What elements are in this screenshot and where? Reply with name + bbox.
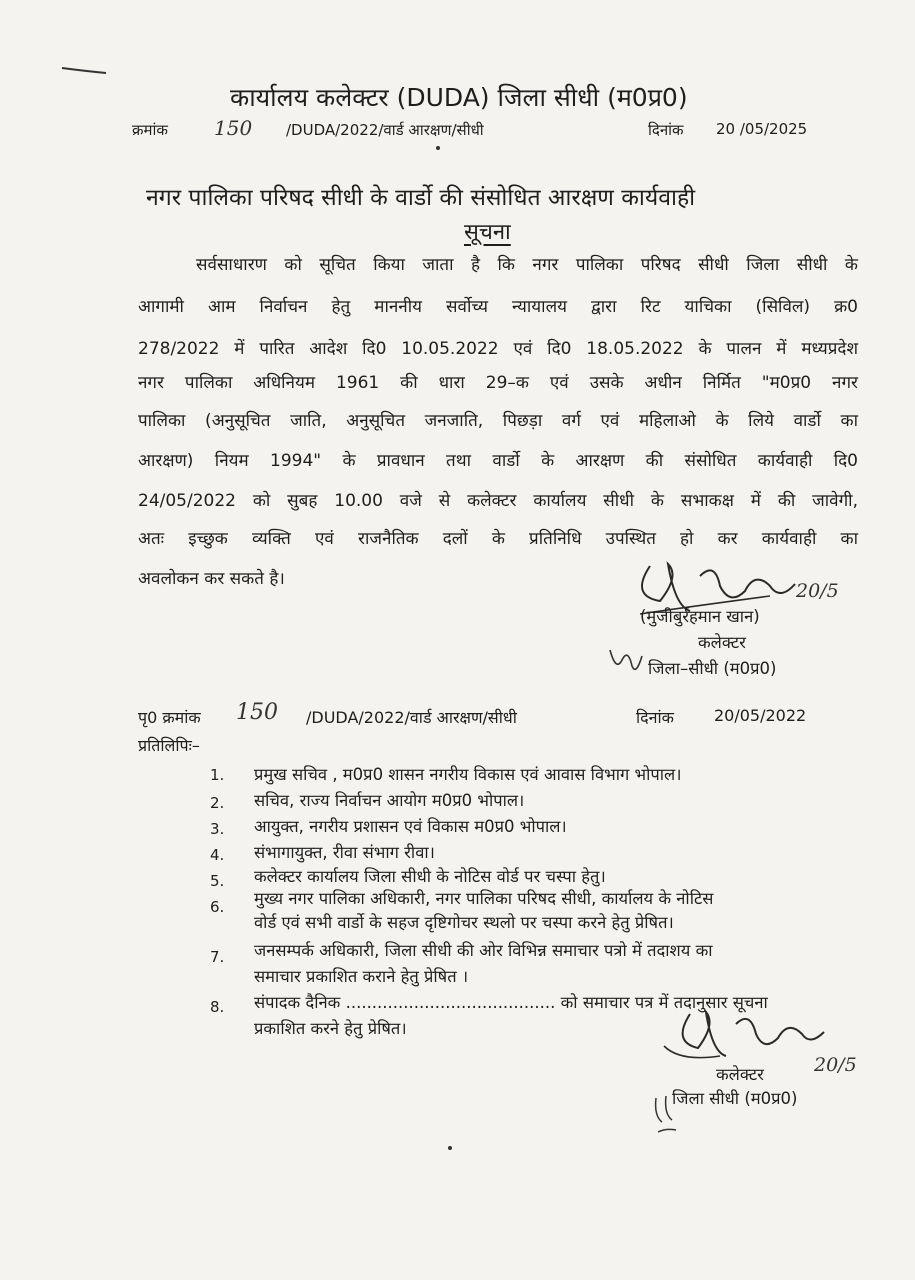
- body-line: पालिका (अनुसूचित जाति, अनुसूचित जनजाति, पिछड़ा वर्ग एवं महिलाओ के लिये वार्डो का: [138, 411, 858, 431]
- copy-date-label: दिनांक: [636, 708, 674, 727]
- list-item-number: 3.: [210, 820, 225, 838]
- signatory-designation: कलेक्टर: [716, 1065, 764, 1084]
- body-line: नगर पालिका अधिनियम 1961 की धारा 29–क एवं उसके अधीन निर्मित "म0प्र0 नगर: [138, 373, 858, 393]
- list-item: आयुक्त, नगरीय प्रशासन एवं विकास म0प्र0 भोपाल।: [254, 817, 567, 836]
- list-item-number: 4.: [210, 846, 225, 864]
- list-item: सचिव, राज्य निर्वाचन आयोग म0प्र0 भोपाल।: [254, 791, 525, 810]
- copy-date-value: 20/05/2022: [714, 706, 807, 725]
- copy-ref-handwritten-number: 150: [236, 700, 278, 725]
- list-item-number: 6.: [210, 898, 225, 916]
- signatory-district: जिला–सीधी (म0प्र0): [648, 659, 777, 678]
- notice-subheading: सूचना: [464, 220, 511, 245]
- list-item: प्रमुख सचिव , म0प्र0 शासन नगरीय विकास एवं आवास विभाग भोपाल।: [254, 765, 682, 784]
- ref-label: क्रमांक: [132, 121, 168, 139]
- body-line: अतः इच्छुक व्यक्ति एवं राजनैतिक दलों के प्रतिनिधि उपस्थित हो कर कार्यवाही का: [138, 529, 858, 549]
- list-item: जनसम्पर्क अधिकारी, जिला सीधी की ओर विभिन्न समाचार पत्रो में तदाशय का: [254, 941, 713, 960]
- list-item: समाचार प्रकाशित कराने हेतु प्रेषित ।: [254, 967, 469, 986]
- list-item: कलेक्टर कार्यालय जिला सीधी के नोटिस वोर्ड पर चस्पा हेतु।: [254, 867, 606, 886]
- ref-handwritten-number: 150: [214, 116, 253, 140]
- signature-scribble: [660, 1006, 830, 1070]
- body-line: 24/05/2022 को सुबह 10.00 वजे से कलेक्टर कार्यालय सीधी के सभाकक्ष में की जावेगी,: [138, 491, 858, 511]
- body-line: अवलोकन कर सकते है।: [138, 569, 285, 589]
- list-item-number: 2.: [210, 794, 225, 812]
- list-item-number: 7.: [210, 948, 225, 966]
- copy-ref-label: पृ0 क्रमांक: [138, 708, 201, 727]
- list-item-number: 1.: [210, 766, 225, 784]
- signature-handwritten-date: 20/5: [814, 1054, 857, 1076]
- ink-dot: [448, 1146, 452, 1150]
- list-item: वोर्ड एवं सभी वार्डो के सहज दृष्टिगोचर स्थलो पर चस्पा करने हेतु प्रेषित।: [254, 913, 674, 932]
- list-item: मुख्य नगर पालिका अधिकारी, नगर पालिका परिषद सीधी, कार्यालय के नोटिस: [254, 889, 714, 908]
- copy-ref-path: /DUDA/2022/वार्ड आरक्षण/सीधी: [306, 708, 517, 727]
- list-item-number: 5.: [210, 872, 225, 890]
- signatory-name: (मुजीबुर्रहमान खान): [640, 607, 760, 626]
- list-item: संभागायुक्त, रीवा संभाग रीवा।: [254, 843, 435, 862]
- ink-dot: [436, 146, 440, 150]
- notice-heading: नगर पालिका परिषद सीधी के वार्डो की संसोधित आरक्षण कार्यवाही: [146, 185, 696, 211]
- signatory-designation: कलेक्टर: [698, 633, 746, 652]
- list-item-number: 8.: [210, 998, 225, 1016]
- signature-handwritten-date: 20/5: [796, 580, 839, 602]
- initials-mark: [606, 642, 646, 676]
- list-item: संपादक दैनिक ........................................ को समाचार पत्र में तदानुसार सूचना: [254, 993, 768, 1012]
- list-item: प्रकाशित करने हेतु प्रेषित।: [254, 1019, 407, 1038]
- date-label: दिनांक: [648, 121, 684, 139]
- pen-stroke-mark: [60, 62, 110, 76]
- copy-cc-label: प्रतिलिपिः–: [138, 736, 200, 755]
- signatory-district: जिला सीधी (म0प्र0): [672, 1089, 798, 1108]
- office-title: कार्यालय कलेक्टर (DUDA) जिला सीधी (म0प्र0): [230, 83, 688, 112]
- ref-path: /DUDA/2022/वार्ड आरक्षण/सीधी: [286, 121, 484, 139]
- body-line: 278/2022 में पारित आदेश दि0 10.05.2022 एवं दि0 18.05.2022 के पालन में मध्यप्रदेश: [138, 339, 858, 359]
- body-line: आगामी आम निर्वाचन हेतु माननीय सर्वोच्य न्यायालय द्वारा रिट याचिका (सिविल) क्र0: [138, 297, 858, 317]
- body-line: सर्वसाधारण को सूचित किया जाता है कि नगर पालिका परिषद सीधी जिला सीधी के: [196, 255, 858, 275]
- body-line: आरक्षण) नियम 1994" के प्रावधान तथा वार्डो के आरक्षण की संसोधित कार्यवाही दि0: [138, 451, 858, 471]
- date-value: 20 /05/2025: [716, 120, 808, 138]
